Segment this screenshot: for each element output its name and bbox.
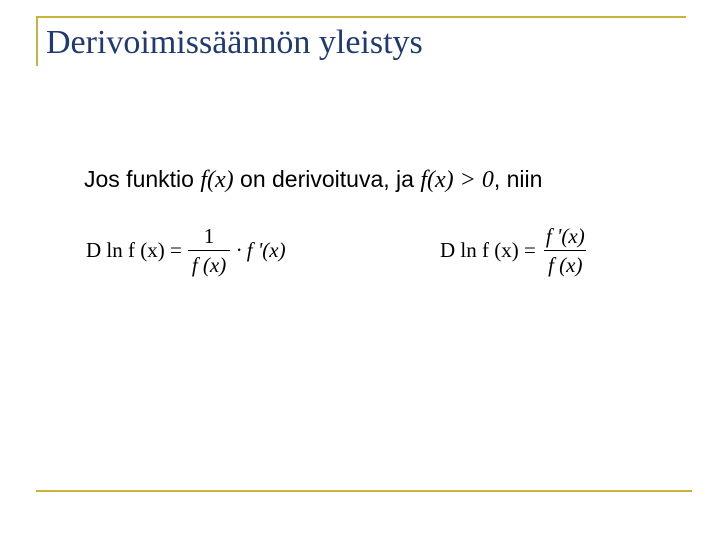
- left-accent-line: [36, 16, 38, 66]
- formula2-denominator: f (x): [544, 250, 586, 277]
- intro-sentence: [84, 166, 542, 194]
- formula2-fraction: [542, 224, 589, 277]
- formula1-fraction: [188, 224, 230, 277]
- intro-math-fx: f(x): [200, 167, 234, 193]
- intro-text-2: on derivoituva, ja: [240, 166, 414, 192]
- formula1-denominator: f (x): [188, 250, 230, 277]
- formula2-lhs: D ln f (x) =: [440, 238, 536, 263]
- intro-text-3: , niin: [493, 166, 543, 192]
- bottom-accent-line: [36, 490, 692, 492]
- formula-product-form: [86, 224, 286, 277]
- formula2-numerator: f '(x): [545, 224, 585, 248]
- slide-title: Derivoimissäännön yleistys: [46, 24, 423, 61]
- intro-text-1: Jos funktio: [84, 166, 194, 192]
- formula-quotient-form: [440, 224, 595, 277]
- formula1-numerator: 1: [203, 224, 215, 248]
- formula1-rhs: · f '(x): [236, 238, 286, 263]
- top-accent-line: [36, 16, 686, 18]
- formula1-lhs: D ln f (x) =: [86, 238, 182, 263]
- intro-math-condition: f(x) > 0: [420, 167, 494, 193]
